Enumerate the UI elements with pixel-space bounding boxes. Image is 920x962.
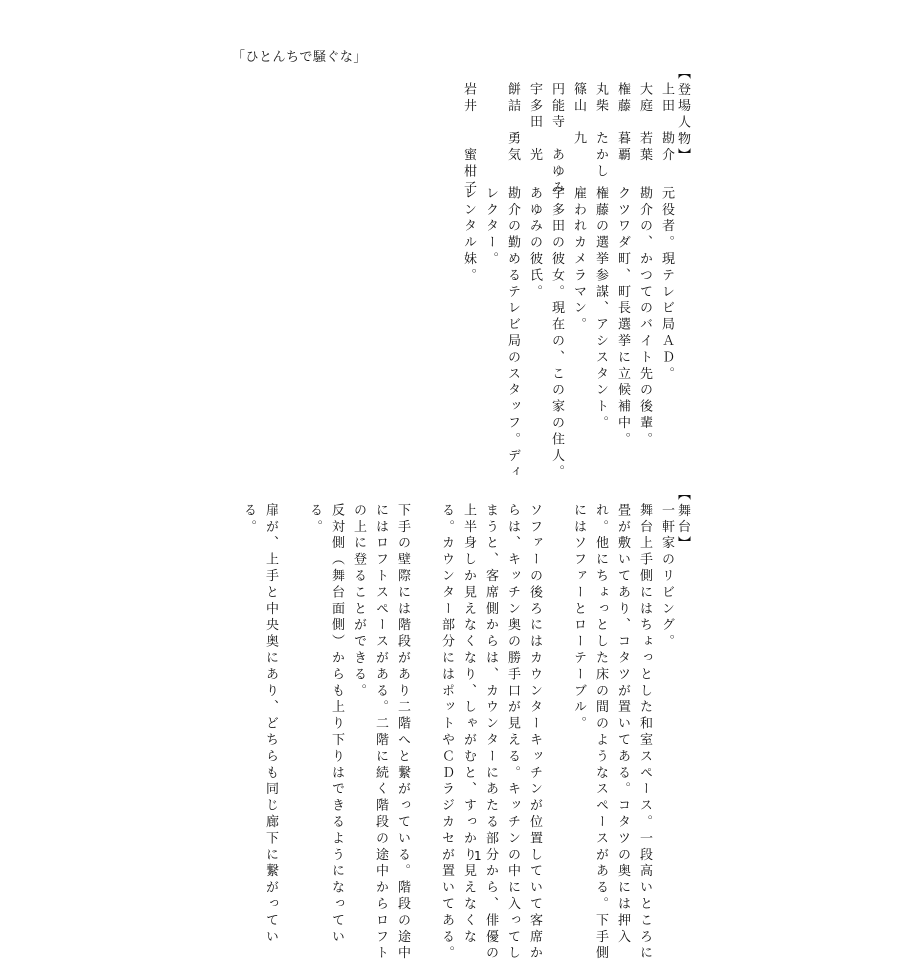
stage-line: 扉が、上手と中央奥にあり、どちらも同じ廊下に繋がってい — [263, 503, 278, 946]
stage-line: る。 — [307, 503, 322, 536]
stage-line: る。 — [241, 503, 256, 536]
stage-line: る。カウンター部分にはポットやＣＤラジカセが置いてある。 — [439, 503, 454, 962]
character-name: 篠山 九 — [571, 82, 586, 148]
stage-line: まうと、客席側からは、カウンターにあたる部分から、俳優の — [483, 503, 498, 962]
characters-heading: 【登場人物】 — [675, 66, 690, 165]
stage-line: ソファーの後ろにはカウンターキッチンが位置していて客席か — [527, 503, 542, 962]
stage-line: 反対側（舞台面側）からも上り下りはできるようになってい — [329, 503, 344, 946]
character-description: 宇多田の彼女。現在の、この家の住人。 — [549, 186, 564, 482]
character-description: 権藤の選挙参謀、アシスタント。 — [593, 186, 608, 432]
stage-line: の上に登ることができる。 — [351, 503, 366, 700]
stage-line: 一軒家のリビング。 — [659, 503, 674, 651]
character-description: クツワダ町、町長選挙に立候補中。 — [615, 186, 630, 449]
stage-heading: 【舞台】 — [675, 487, 690, 553]
character-name: 上田 勘介 — [659, 82, 674, 164]
page-number: 1 — [474, 849, 482, 863]
stage-line: 下手の壁際には階段があり二階へと繋がっている。階段の途中 — [395, 503, 410, 962]
stage-line: れ。他にちょっとした床の間のようなスペースがある。下手側 — [593, 503, 608, 962]
character-description: 雇われカメラマン。 — [571, 186, 586, 334]
stage-line: らは、キッチン奥の勝手口が見える。キッチンの中に入ってし — [505, 503, 520, 962]
character-name: 丸柴 たかし — [593, 82, 608, 181]
stage-line: 舞台上手側にはちょっとした和室スペース。一段高いところに — [637, 503, 652, 962]
stage-line: 畳が敷いてあり、コタツが置いてある。コタツの奥には押入 — [615, 503, 630, 946]
character-name: 大庭 若葉 — [637, 82, 652, 164]
character-description: 勘介の、かつてのバイト先の後輩。 — [637, 186, 652, 449]
document-title: 「ひとんちで騒ぐな」 — [232, 50, 367, 65]
character-description: あゆみの彼氏。 — [527, 186, 542, 301]
character-description: レンタル妹。 — [461, 186, 476, 285]
stage-line: 上半身しか見えなくなり、しゃがむと、すっかり見えなくな — [461, 503, 476, 946]
character-name: 岩井 蜜柑子 — [461, 82, 476, 197]
character-name: 権藤 暮覇 — [615, 82, 630, 164]
character-description: レクター。 — [483, 186, 498, 268]
character-name: 宇多田 光 — [527, 82, 542, 164]
stage-line: にはロフトスペースがある。二階に続く階段の途中からロフト — [373, 503, 388, 962]
stage-line: にはソファーとローテーブル。 — [571, 503, 586, 733]
character-name: 餅詰 勇気 — [505, 82, 520, 164]
character-description: 勘介の勤めるテレビ局のスタッフ。ディ — [505, 186, 520, 482]
character-name: 円能寺 あゆみ — [549, 82, 564, 197]
character-description: 元役者。現テレビ局ＡＤ。 — [659, 186, 674, 383]
